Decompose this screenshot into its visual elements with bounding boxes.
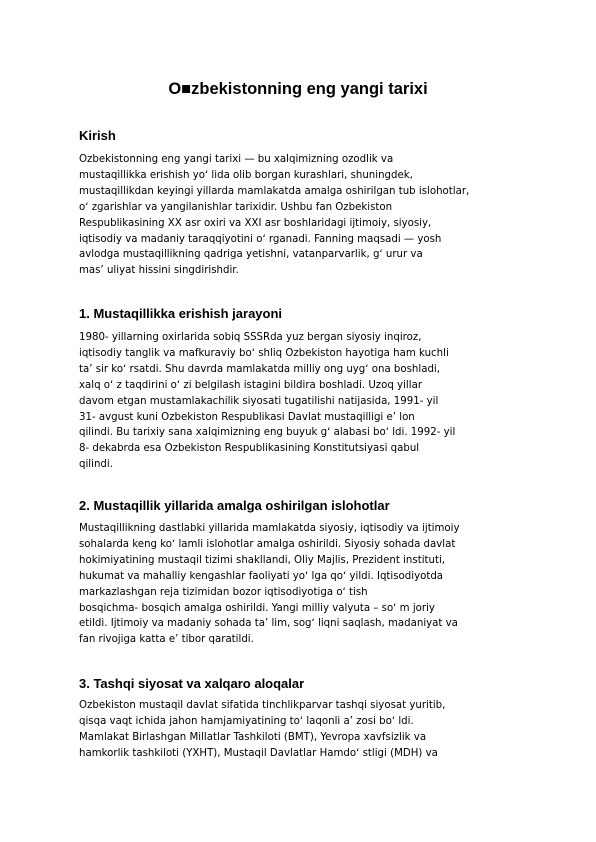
text-line: bosqichma- bosqich amalga oshirildi. Yangi milliy valyuta – soʻ m joriy xyxy=(79,602,435,614)
section-body-introduction xyxy=(79,152,524,279)
text-line: iqtisodiy va madaniy taraqqiyotini oʻ rganadi. Fanning maqsadi — yosh xyxy=(79,233,442,245)
text-line: Mustaqillikning dastlabki yillarida mamlakatda siyosiy, iqtisodiy va ijtimoiy xyxy=(79,523,460,534)
text-line: qisqa vaqt ichida jahon hamjamiyatining toʻ laqonli aʼ zosi boʻ ldi. xyxy=(79,715,414,727)
text-line: etildi. Ijtimoiy va madaniy sohada taʼ lim, sogʻ liqni saqlash, madaniyat va xyxy=(79,618,458,630)
text-line: oʻ zgarishlar va yangilanishlar tarixidir. Ushbu fan Ozbekiston xyxy=(79,201,393,213)
text-line: mustaqillikka erishish yoʻ lida olib borgan kurashlari, shuningdek, xyxy=(79,169,413,181)
section-heading-introduction: Kirish xyxy=(79,128,116,143)
text-line: taʼ sir koʻ rsatdi. Shu davrda mamlakatda milliy ong uygʻ ona boshladi, xyxy=(79,363,440,375)
section-heading-reforms: 2. Mustaqillik yillarida amalga oshirilgan islohotlar xyxy=(79,498,390,513)
text-line: masʼ uliyat hissini singdirishdir. xyxy=(79,265,239,277)
text-line: avlodga mustaqillikning qadriga yetishni, vatanparvarlik, gʻ urur va xyxy=(79,249,423,261)
section-body-reforms xyxy=(79,521,524,648)
text-line: davom etgan mustamlakachilik siyosati tugatilishi natijasida, 1991- yil xyxy=(79,395,439,407)
text-line: hukumat va mahalliy kengashlar faoliyati yoʻ lga qoʻ yildi. Iqtisodiyotda xyxy=(79,570,444,582)
text-line: 8- dekabrda esa Ozbekiston Respublikasining Konstitutsiyasi qabul xyxy=(79,443,420,455)
text-line: mustaqillikdan keyingi yillarda mamlakatda amalga oshirilgan tub islohotlar, xyxy=(79,185,470,197)
section-heading-independence: 1. Mustaqillikka erishish jarayoni xyxy=(79,306,283,321)
section-body-independence xyxy=(79,330,524,473)
text-line: sohalarda keng koʻ lamli islohotlar amalga oshirildi. Siyosiy sohada davlat xyxy=(79,538,456,550)
section-heading-foreign-policy: 3. Tashqi siyosat va xalqaro aloqalar xyxy=(79,676,305,691)
text-line: hamkorlik tashkiloti (YXHT), Mustaqil Davlatlar Hamdoʻ stligi (MDH) va xyxy=(79,747,438,759)
text-line: qilindi. Bu tarixiy sana xalqimizning eng buyuk gʻ alabasi boʻ ldi. 1992- yil xyxy=(79,427,456,439)
section-body-foreign-policy xyxy=(79,698,524,762)
text-line: markazlashgan reja tizimidan bozor iqtisodiyotiga oʻ tish xyxy=(79,586,368,598)
text-line: xalq oʻ z taqdirini oʻ zi belgilash istagini bildira boshladi. Uzoq yillar xyxy=(79,379,423,391)
text-line: 31- avgust kuni Ozbekiston Respublikasi Davlat mustaqilligi eʼ lon xyxy=(79,411,415,423)
text-line: fan rivojiga katta eʼ tibor qaratildi. xyxy=(79,634,254,646)
text-line: Ozbekistonning eng yangi tarixi — bu xalqimizning ozodlik va xyxy=(79,154,394,165)
text-line: iqtisodiy tanglik va mafkuraviy boʻ shliq Ozbekiston hayotiga ham kuchli xyxy=(79,347,449,359)
text-line: Ozbekiston mustaqil davlat sifatida tinchlikparvar tashqi siyosat yuritib, xyxy=(79,700,446,711)
text-line: Mamlakat Birlashgan Millatlar Tashkiloti (BMT), Yevropa xavfsizlik va xyxy=(79,731,427,743)
document-title: O■zbekistonning eng yangi tarixi xyxy=(168,80,428,98)
text-line: 1980- yillarning oxirlarida sobiq SSSRda yuz bergan siyosiy inqiroz, xyxy=(79,332,422,343)
text-line: hokimiyatining mustaqil tizimi shakllandi, Oliy Majlis, Prezident instituti, xyxy=(79,554,446,566)
text-line: Respublikasining XX asr oxiri va XXI asr boshlaridagi ijtimoiy, siyosiy, xyxy=(79,217,432,229)
text-line: qilindi. xyxy=(79,459,113,471)
